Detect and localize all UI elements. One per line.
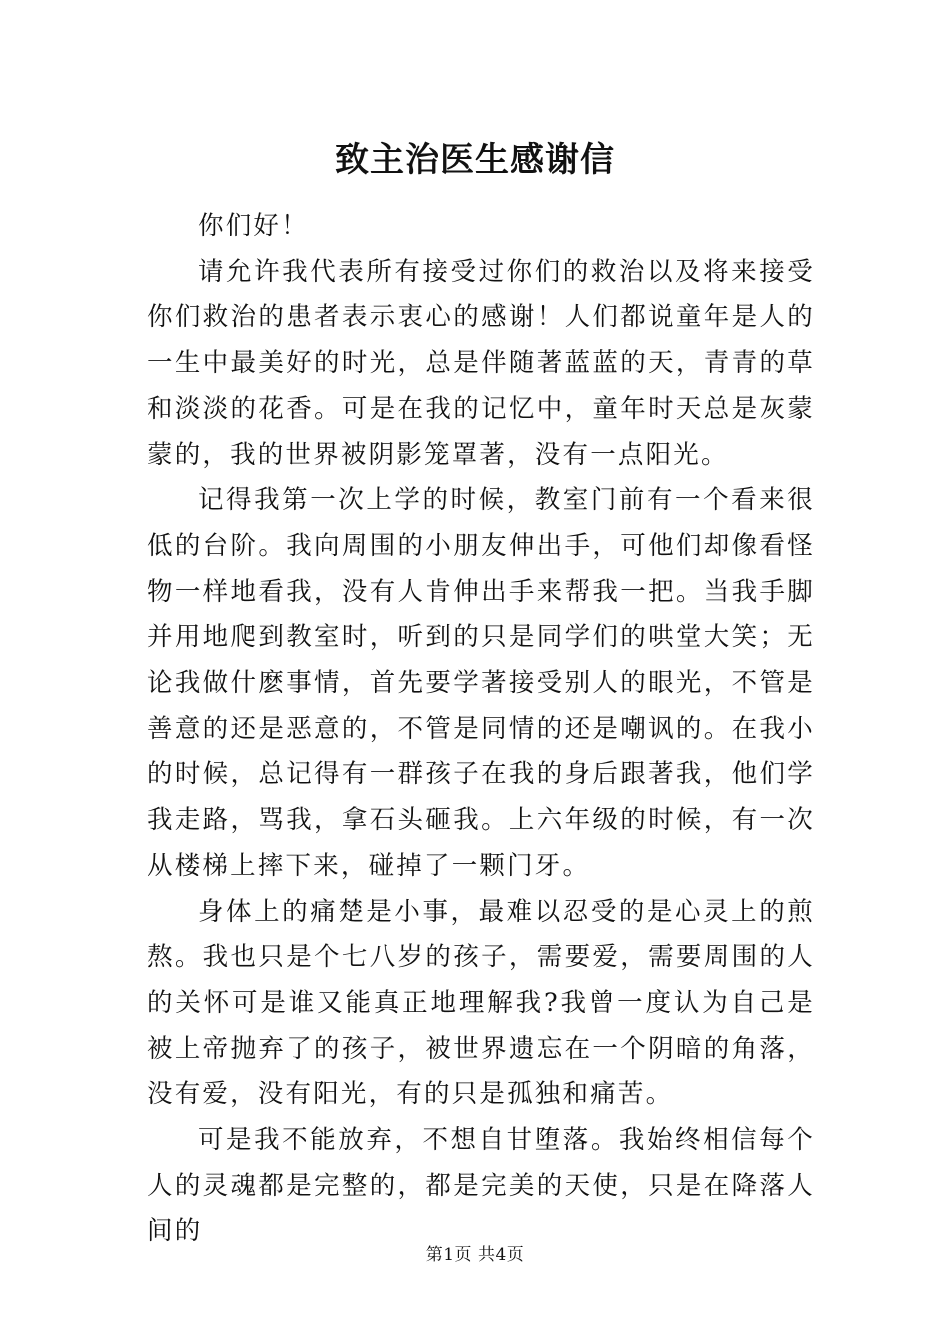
paragraph: 身体上的痛楚是小事，最难以忍受的是心灵上的煎熬。我也只是个七八岁的孩子，需要爱，需要周围的人的关怀可是谁又能真正地理解我?我曾一度认为自己是被上帝抛弃了的孩子，被世界遗忘在一个阴暗的角落，没有爱，没有阳光，有的只是孤独和痛苦。 [147,896,815,1110]
paragraph: 记得我第一次上学的时候，教室门前有一个看来很低的台阶。我向周围的小朋友伸出手，可他们却像看怪物一样地看我，没有人肯伸出手来帮我一把。当我手脚并用地爬到教室时，听到的只是同学们的哄堂大笑；无论我做什麽事情，首先要学著接受别人的眼光，不管是善意的还是恶意的，不管是同情的还是嘲讽的。在我小的时候，总记得有一群孩子在我的身后跟著我，他们学我走路，骂我，拿石头砸我。上六年级的时候，有一次从楼梯上摔下来，碰掉了一颗门牙。 [147,485,815,881]
paragraph: 可是我不能放弃，不想自甘堕落。我始终相信每个人的灵魂都是完整的，都是完美的天使，只是在降落人间的 [147,1125,815,1247]
document-title: 致主治医生感谢信 [335,140,615,180]
paragraph: 请允许我代表所有接受过你们的救治以及将来接受你们救治的患者表示衷心的感谢！人们都说童年是人的一生中最美好的时光，总是伴随著蓝蓝的天，青青的草和淡淡的花香。可是在我的记忆中，童年时天总是灰蒙蒙的，我的世界被阴影笼罩著，没有一点阳光。 [147,256,815,470]
letter-body [147,204,815,1255]
page-footer: 第1页 共4页 [425,1245,525,1265]
salutation: 你们好！ [198,211,309,241]
